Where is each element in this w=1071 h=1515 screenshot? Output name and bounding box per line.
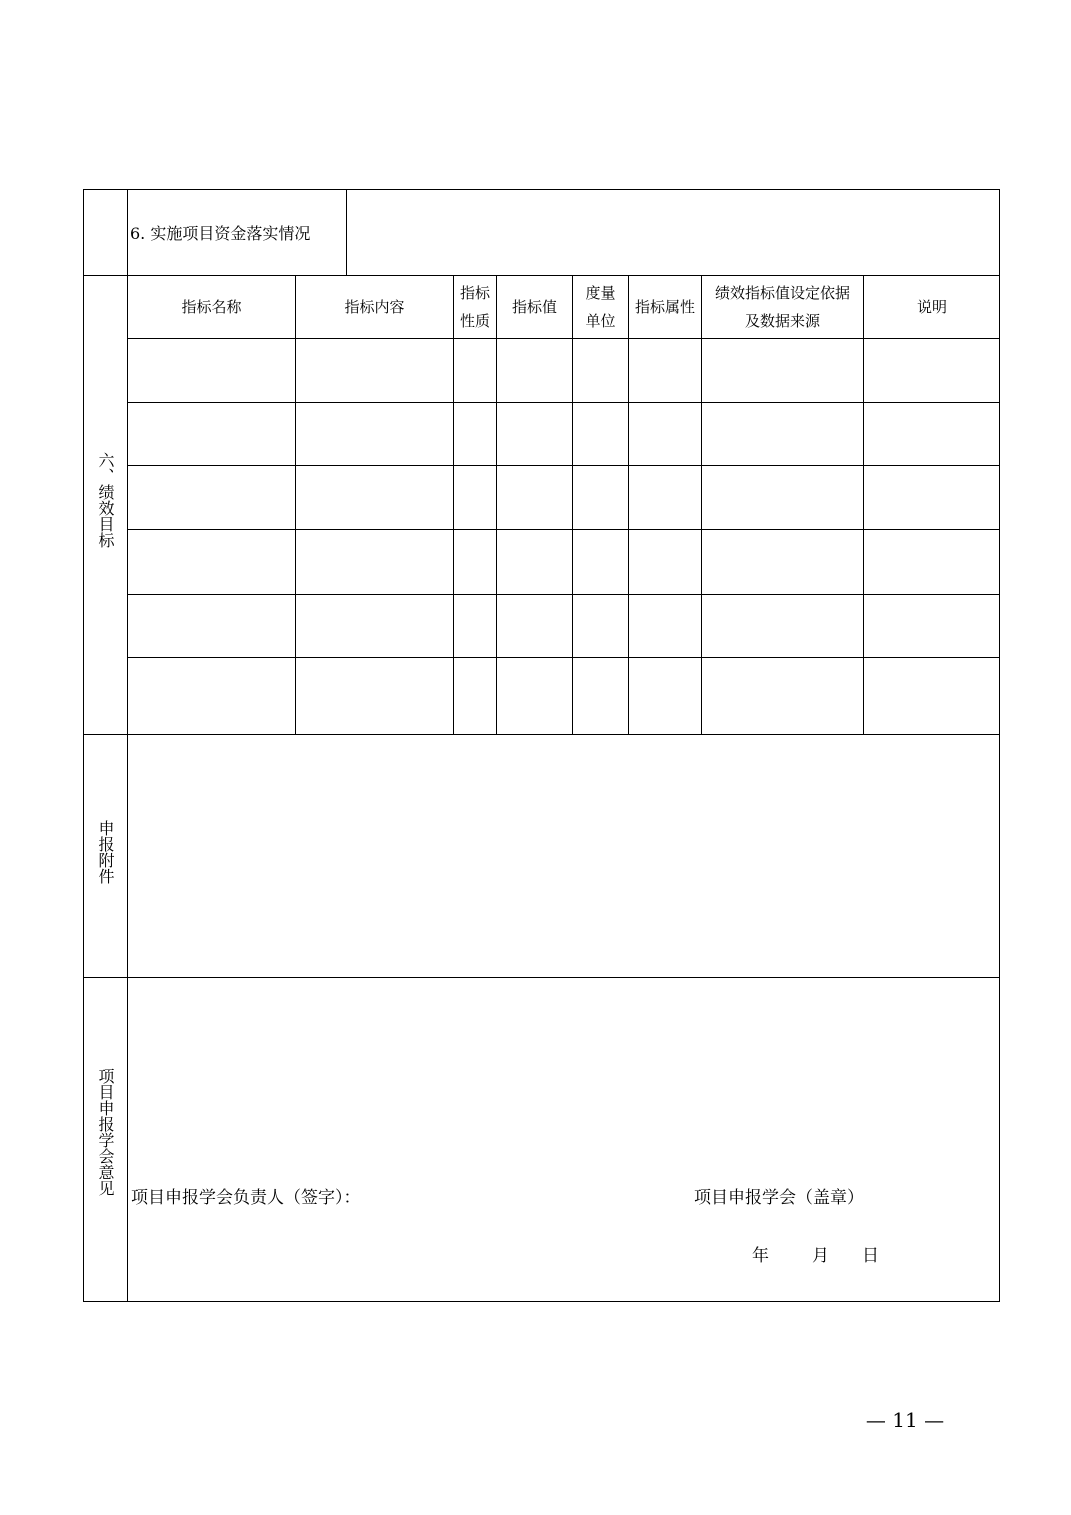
funding-row-value-cell[interactable] bbox=[347, 190, 999, 275]
header-indicator-attribute bbox=[629, 293, 701, 321]
performance-row-border bbox=[127, 465, 1000, 466]
performance-column-divider bbox=[628, 275, 629, 734]
header-indicator-value bbox=[497, 293, 572, 321]
header-text: 指标属性 bbox=[634, 298, 695, 316]
header-text: 指标 bbox=[459, 284, 490, 302]
attachments-input-area[interactable] bbox=[128, 735, 999, 977]
performance-column-divider bbox=[701, 275, 702, 734]
header-indicator-content bbox=[296, 293, 453, 321]
header-text: 绩效指标值设定依据 bbox=[714, 284, 850, 302]
opinion-input-area[interactable] bbox=[128, 978, 999, 1178]
header-remarks bbox=[864, 293, 1000, 321]
performance-column-divider bbox=[453, 275, 454, 734]
performance-row-border bbox=[127, 657, 1000, 658]
header-text: 性质 bbox=[459, 312, 490, 330]
performance-section-label: 六、绩效目标 bbox=[96, 452, 115, 548]
signer-label: 项目申报学会负责人（签字）： bbox=[131, 1188, 361, 1208]
page-number: — 11 — bbox=[865, 1408, 945, 1432]
header-basis-and-source bbox=[702, 279, 863, 335]
header-text: 单位 bbox=[585, 312, 616, 330]
date-year-label: 年 bbox=[752, 1246, 769, 1266]
performance-row-border bbox=[127, 594, 1000, 595]
header-text: 指标名称 bbox=[181, 298, 242, 316]
header-text: 指标值 bbox=[511, 298, 557, 316]
header-measurement-unit bbox=[573, 279, 628, 335]
attachments-section-label: 申报附件 bbox=[96, 820, 115, 884]
performance-row-border bbox=[127, 402, 1000, 403]
performance-header-bottom-border bbox=[127, 338, 1000, 339]
header-indicator-nature bbox=[454, 279, 496, 335]
header-text: 度量 bbox=[585, 284, 616, 302]
header-text: 说明 bbox=[916, 298, 947, 316]
date-month-label: 月 bbox=[812, 1246, 829, 1266]
opinion-section-label: 项目申报学会意见 bbox=[96, 1068, 115, 1196]
performance-column-divider bbox=[295, 275, 296, 734]
funding-row-label: 6. 实施项目资金落实情况 bbox=[130, 224, 311, 243]
header-text: 及数据来源 bbox=[744, 312, 820, 330]
seal-label: 项目申报学会（盖章） bbox=[694, 1188, 864, 1208]
performance-column-divider bbox=[863, 275, 864, 734]
performance-row-border bbox=[127, 529, 1000, 530]
date-day-label: 日 bbox=[862, 1246, 879, 1266]
header-text: 指标内容 bbox=[344, 298, 405, 316]
performance-column-divider bbox=[496, 275, 497, 734]
performance-column-divider bbox=[572, 275, 573, 734]
header-indicator-name bbox=[128, 293, 295, 321]
